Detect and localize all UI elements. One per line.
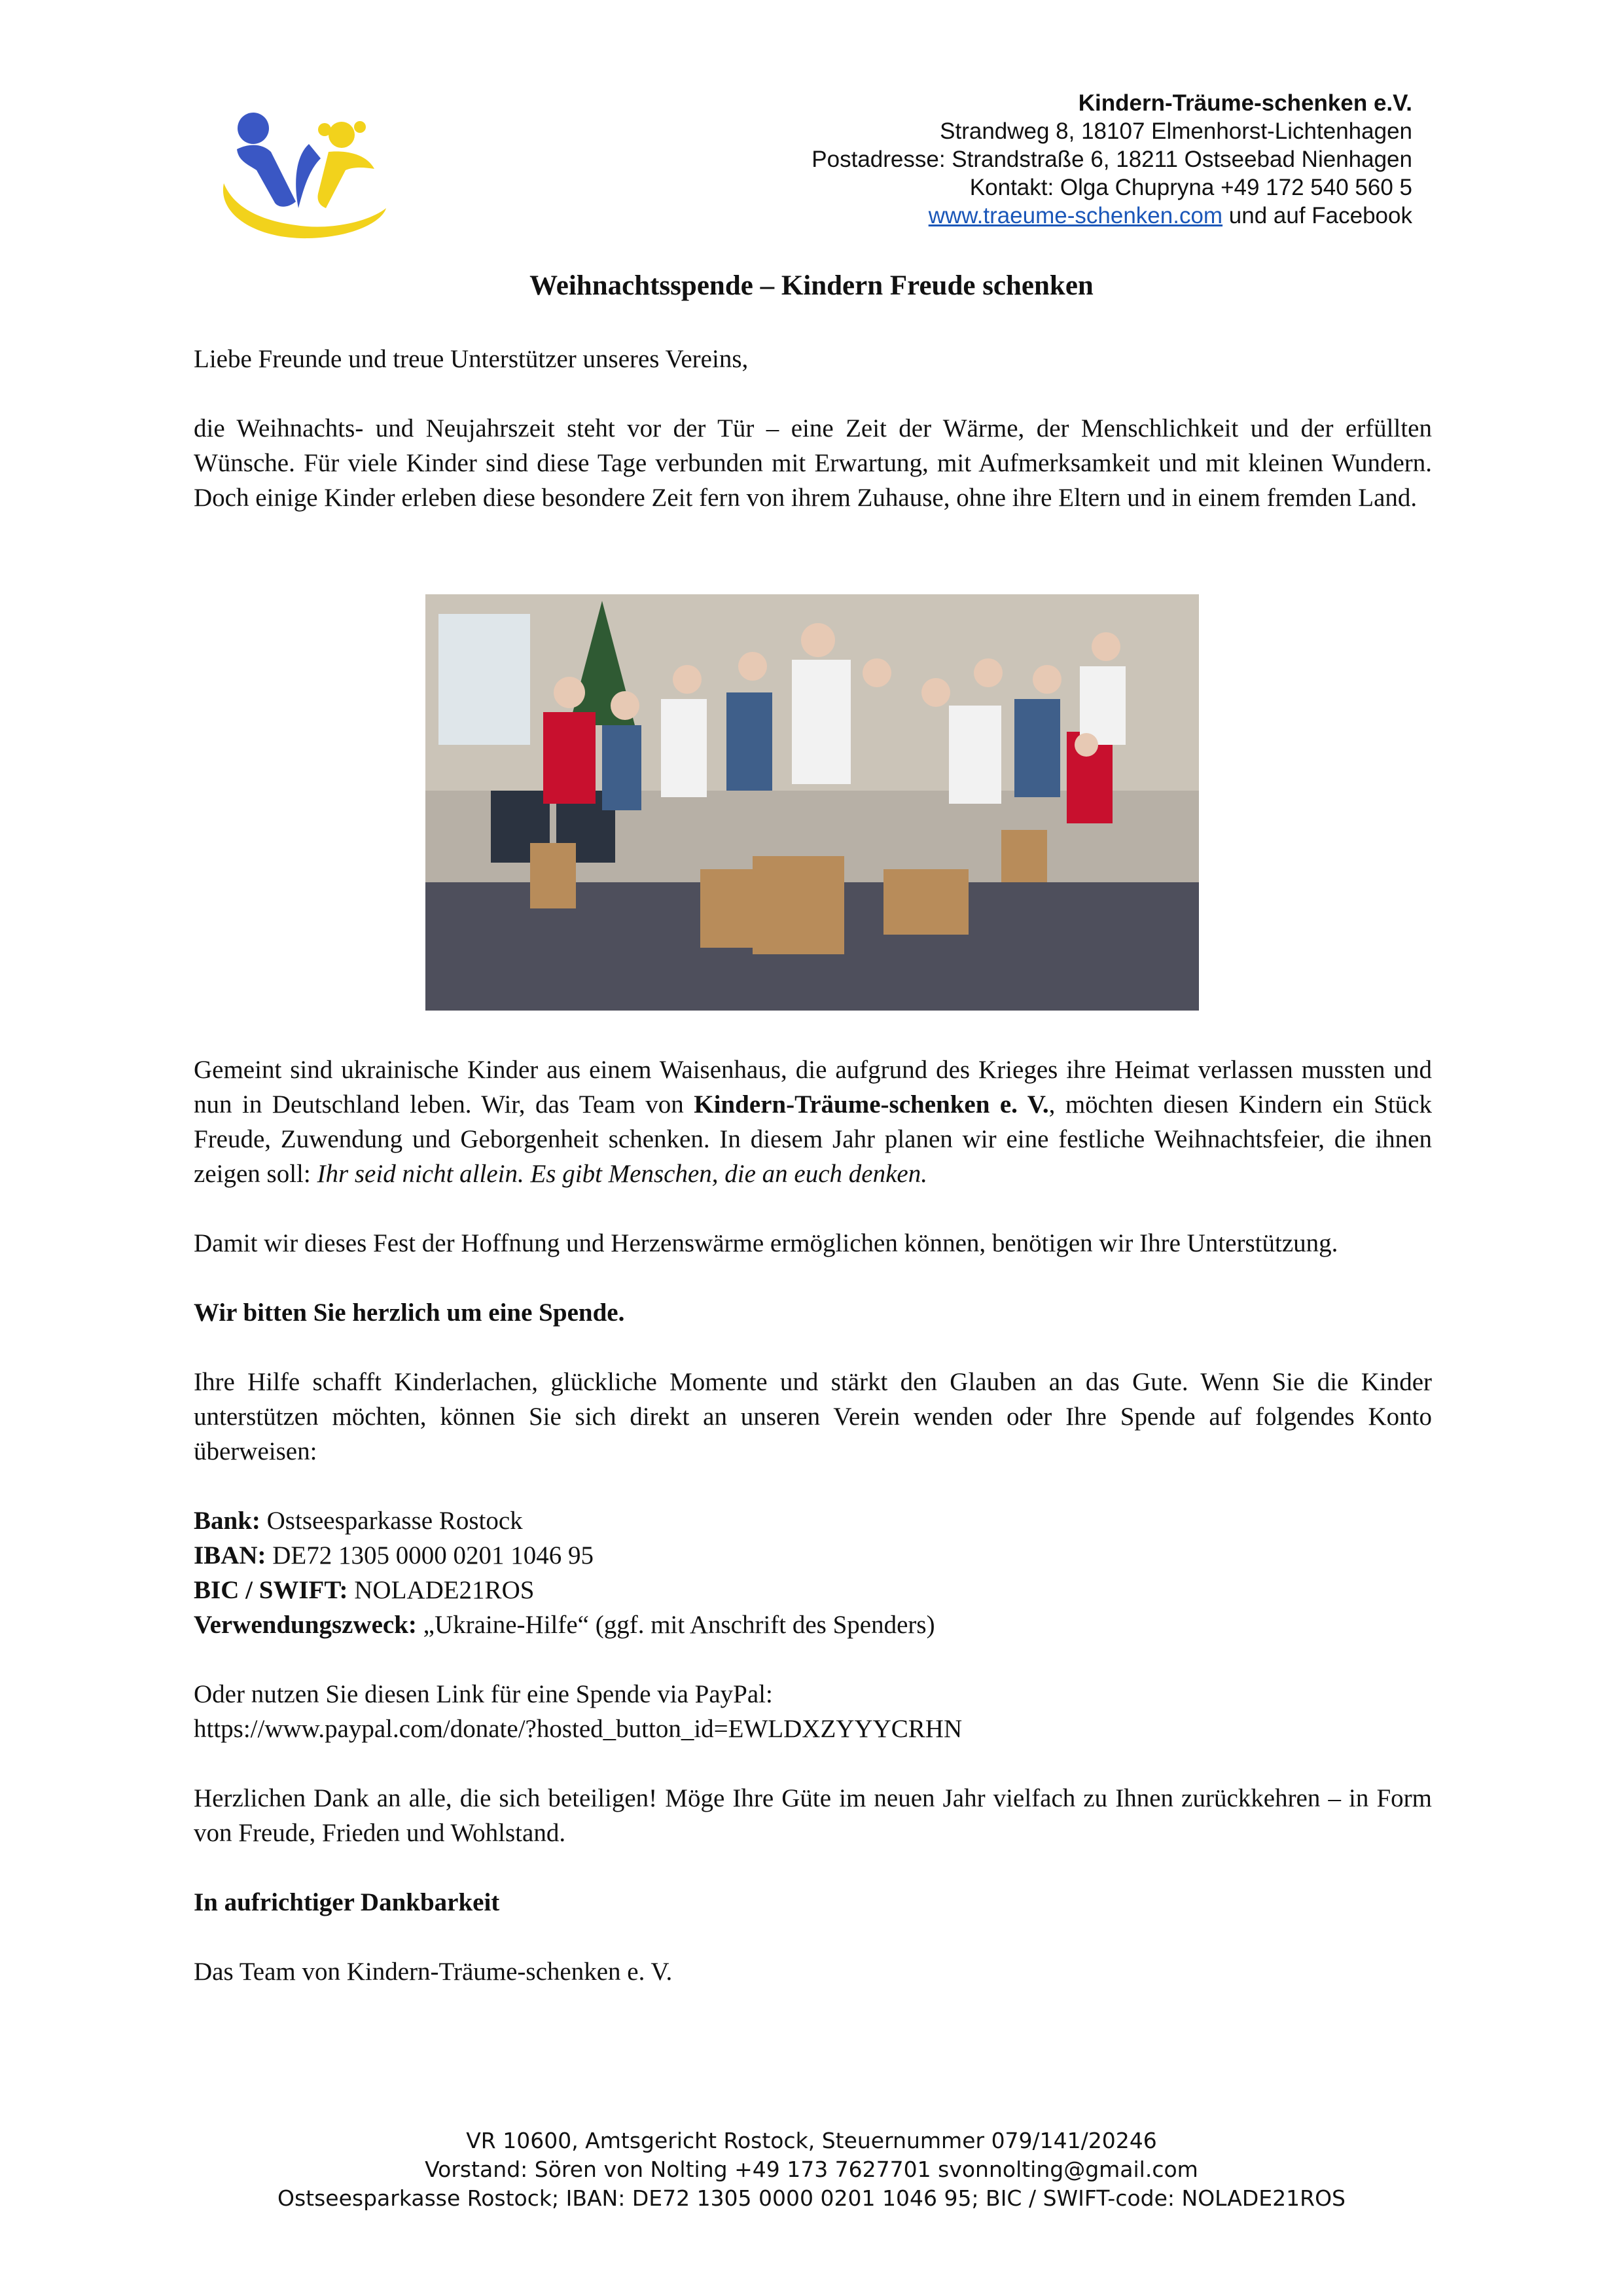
footer-registry: VR 10600, Amtsgericht Rostock, Steuernummer 079/141/20246 <box>466 2128 1157 2153</box>
letterhead-address <box>812 89 1412 230</box>
org-name: Kindern-Träume-schenken e.V. <box>1078 90 1412 116</box>
group-photo <box>425 594 1199 1011</box>
paypal-link[interactable]: https://www.paypal.com/donate/?hosted_button_id=EWLDXZYYYCRHN <box>194 1715 963 1743</box>
org-name-bold: Kindern-Träume-schenken e. V. <box>694 1090 1049 1119</box>
closing <box>194 1885 1432 1920</box>
postal-address: Postadresse: Strandstraße 6, 18211 Ostseebad Nienhagen <box>812 147 1412 172</box>
bic-line <box>194 1573 1432 1607</box>
intro-paragraph: die Weihnachts- und Neujahrszeit steht vor der Tür – eine Zeit der Wärme, der Menschlichkeit und der erfüllten Wünsche. Für viele Kinder sind diese Tage verbunden mit Erwartung, mit Aufmerksamkeit und mit kleinen Wundern. Doch einige Kinder erleben diese besondere Zeit fern von ihrem Zuhause, ohne ihre Eltern und in einem fremden Land. <box>194 414 1432 512</box>
paragraph-text-1: Gemeint sind ukrainische Kinder aus einem Waisenhaus, die aufgrund des Krieges ihre Heimat verlassen mussten und nun in Deutschland leben. Wir, das Team von <box>194 1056 1432 1119</box>
signature: Das Team von Kindern-Träume-schenken e. V. <box>194 1958 673 1986</box>
closing-text: In aufrichtiger Dankbarkeit <box>194 1888 500 1916</box>
greeting: Liebe Freunde und treue Unterstützer unseres Vereins, <box>194 345 749 373</box>
bank-line <box>194 1503 1432 1538</box>
website-link[interactable]: www.traeume-schenken.com <box>928 203 1223 228</box>
italic-message: Ihr seid nicht allein. Es gibt Menschen, die an euch denken. <box>317 1160 927 1188</box>
iban-value: DE72 1305 0000 0201 1046 95 <box>266 1541 594 1570</box>
thanks-paragraph: Herzlichen Dank an alle, die sich beteiligen! Möge Ihre Güte im neuen Jahr vielfach zu Ihnen zurückkehren – in Form von Freude, Frieden und Wohlstand. <box>194 1784 1432 1847</box>
donation-request <box>194 1295 1432 1330</box>
purpose-label: Verwendungszweck: <box>194 1611 417 1639</box>
website-suffix: und auf Facebook <box>1222 203 1412 228</box>
iban-line <box>194 1538 1432 1573</box>
iban-label: IBAN: <box>194 1541 266 1570</box>
paypal-intro: Oder nutzen Sie diesen Link für eine Spende via PayPal: <box>194 1680 773 1708</box>
bank-label: Bank: <box>194 1507 260 1535</box>
contact-line: Kontakt: Olga Chupryna +49 172 540 560 5 <box>969 175 1412 200</box>
bank-details <box>194 1503 1432 1642</box>
orphanage-paragraph <box>194 1052 1432 1191</box>
website-line <box>812 202 1412 230</box>
letter-body <box>194 1052 1432 1989</box>
bic-value: NOLADE21ROS <box>348 1576 535 1604</box>
org-address: Strandweg 8, 18107 Elmenhorst-Lichtenhagen <box>940 118 1412 144</box>
organization-logo <box>211 110 391 247</box>
bic-label: BIC / SWIFT: <box>194 1576 348 1604</box>
page-footer <box>0 2126 1623 2213</box>
bank-value: Ostseesparkasse Rostock <box>260 1507 523 1535</box>
help-paragraph: Ihre Hilfe schafft Kinderlachen, glückliche Momente und stärkt den Glauben an das Gute. Wenn Sie die Kinder unterstützen möchten, können Sie sich direkt an unseren Verein wenden oder Ihre Spende auf folgendes Konto überweisen: <box>194 1368 1432 1465</box>
letter-intro <box>194 342 1432 515</box>
footer-bank: Ostseesparkasse Rostock; IBAN: DE72 1305 0000 0201 1046 95; BIC / SWIFT-code: NOLADE21ROS <box>277 2185 1346 2211</box>
paragraph-text-2: , möchten diesen Kindern ein Stück Freude, Zuwendung und Geborgenheit schenken. In diesem Jahr planen wir eine festliche Weihnachtsfeier, die ihnen zeigen soll: <box>194 1090 1432 1188</box>
purpose-value: „Ukraine-Hilfe“ (ggf. mit Anschrift des Spenders) <box>416 1611 935 1639</box>
support-paragraph: Damit wir dieses Fest der Hoffnung und Herzenswärme ermöglichen können, benötigen wir Ihre Unterstützung. <box>194 1229 1338 1257</box>
paypal-block <box>194 1677 1432 1746</box>
request-text: Wir bitten Sie herzlich um eine Spende. <box>194 1299 625 1327</box>
page-title: Weihnachtsspende – Kindern Freude schenken <box>529 270 1094 301</box>
footer-board: Vorstand: Sören von Nolting +49 173 7627701 svonnolting@gmail.com <box>425 2157 1198 2182</box>
purpose-line <box>194 1607 1432 1642</box>
